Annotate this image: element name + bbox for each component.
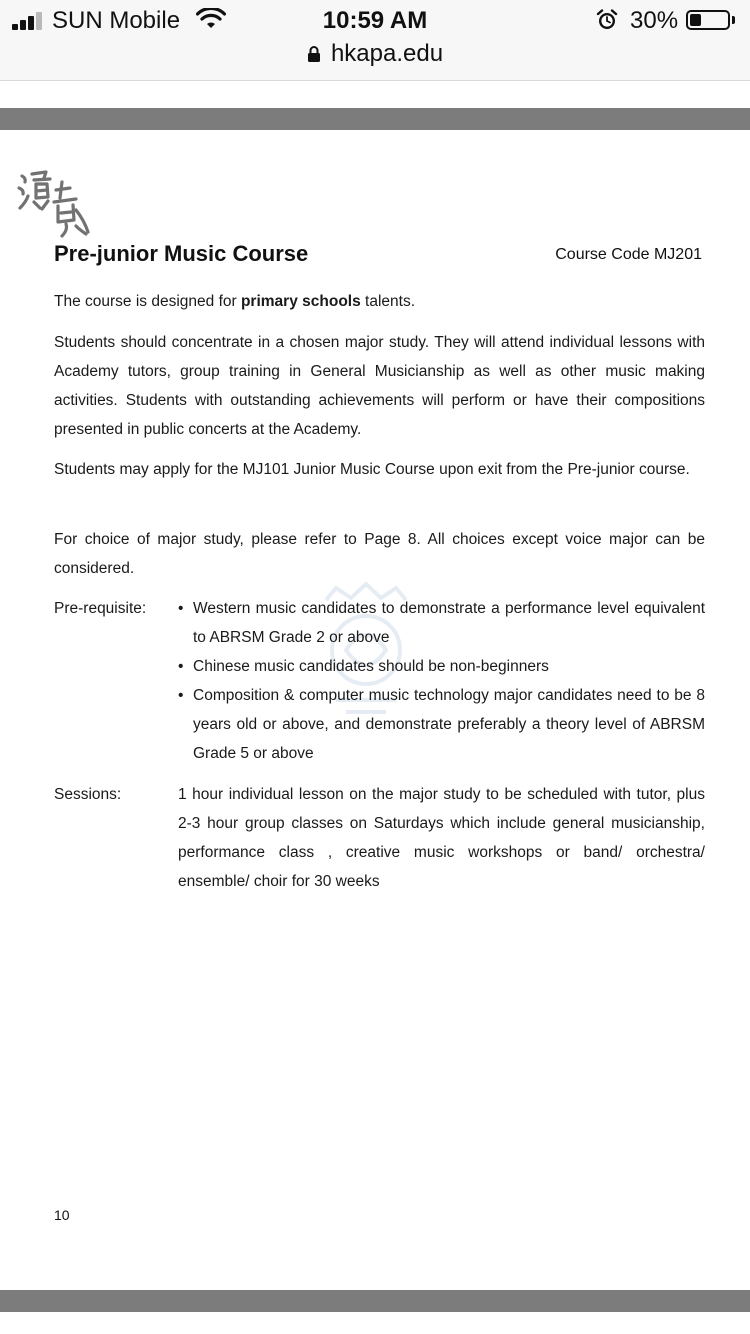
battery-icon <box>686 10 730 30</box>
battery-percent: 30% <box>630 7 679 34</box>
description-paragraph: Students should concentrate in a chosen major study. They will attend individual lessons with Academy tutors, group training in General Musicianship as well as other music making activities. Students with outstanding achievements will perform or have their compositions presented in public concerts at the Academy. <box>54 334 705 438</box>
url-text: hkapa.edu <box>330 40 444 67</box>
prerequisite-list <box>176 594 705 768</box>
course-code: Course Code MJ201 <box>555 246 702 263</box>
list-item <box>176 652 705 681</box>
page-number: 10 <box>54 1207 70 1223</box>
bullet-glyph: • <box>178 600 184 617</box>
progression-paragraph: Students may apply for the MJ101 Junior Music Course upon exit from the Pre-junior course. <box>54 461 690 478</box>
intro-bold: primary schools <box>240 293 361 310</box>
alarm-icon <box>596 9 618 31</box>
prerequisite-text: Composition & computer music technology major candidates need to be 8 years old or above, and demonstrate preferably a theory level of ABRSM Grade 5 or above <box>193 687 705 762</box>
page-separator-bottom <box>0 1290 750 1312</box>
bullet-glyph: • <box>178 687 184 704</box>
intro-suffix: talents. <box>360 293 415 310</box>
status-bar <box>0 0 750 81</box>
prerequisite-label: Pre-requisite: <box>54 600 147 617</box>
sessions-label: Sessions: <box>54 786 122 803</box>
carrier-name: SUN Mobile <box>52 7 181 34</box>
list-item <box>176 681 705 768</box>
sessions-text: 1 hour individual lesson on the major study to be scheduled with tutor, plus 2-3 hour group classes on Saturdays which include general musicianship, performance class , creative music workshops or band/ orchestra/ ensemble/ choir for 30 weeks <box>178 786 705 890</box>
battery-level-fill <box>690 14 701 26</box>
page-separator-top <box>0 108 750 130</box>
calligraphy-logo <box>16 168 92 240</box>
intro-paragraph <box>54 287 705 316</box>
status-time: 10:59 AM <box>322 7 428 34</box>
battery-tip <box>732 16 735 24</box>
address-bar[interactable] <box>0 38 750 70</box>
intro-prefix: The course is designed for <box>54 293 241 310</box>
bullet-glyph: • <box>178 658 184 675</box>
lock-icon <box>307 45 321 63</box>
prerequisite-text: Western music candidates to demonstrate a performance level equivalent to ABRSM Grade 2 or above <box>193 600 705 646</box>
list-item <box>176 594 705 652</box>
prerequisite-text: Chinese music candidates should be non-beginners <box>193 658 549 675</box>
course-title: Pre-junior Music Course <box>54 241 309 266</box>
major-choice-paragraph: For choice of major study, please refer to Page 8. All choices except voice major can be considered. <box>54 531 705 577</box>
